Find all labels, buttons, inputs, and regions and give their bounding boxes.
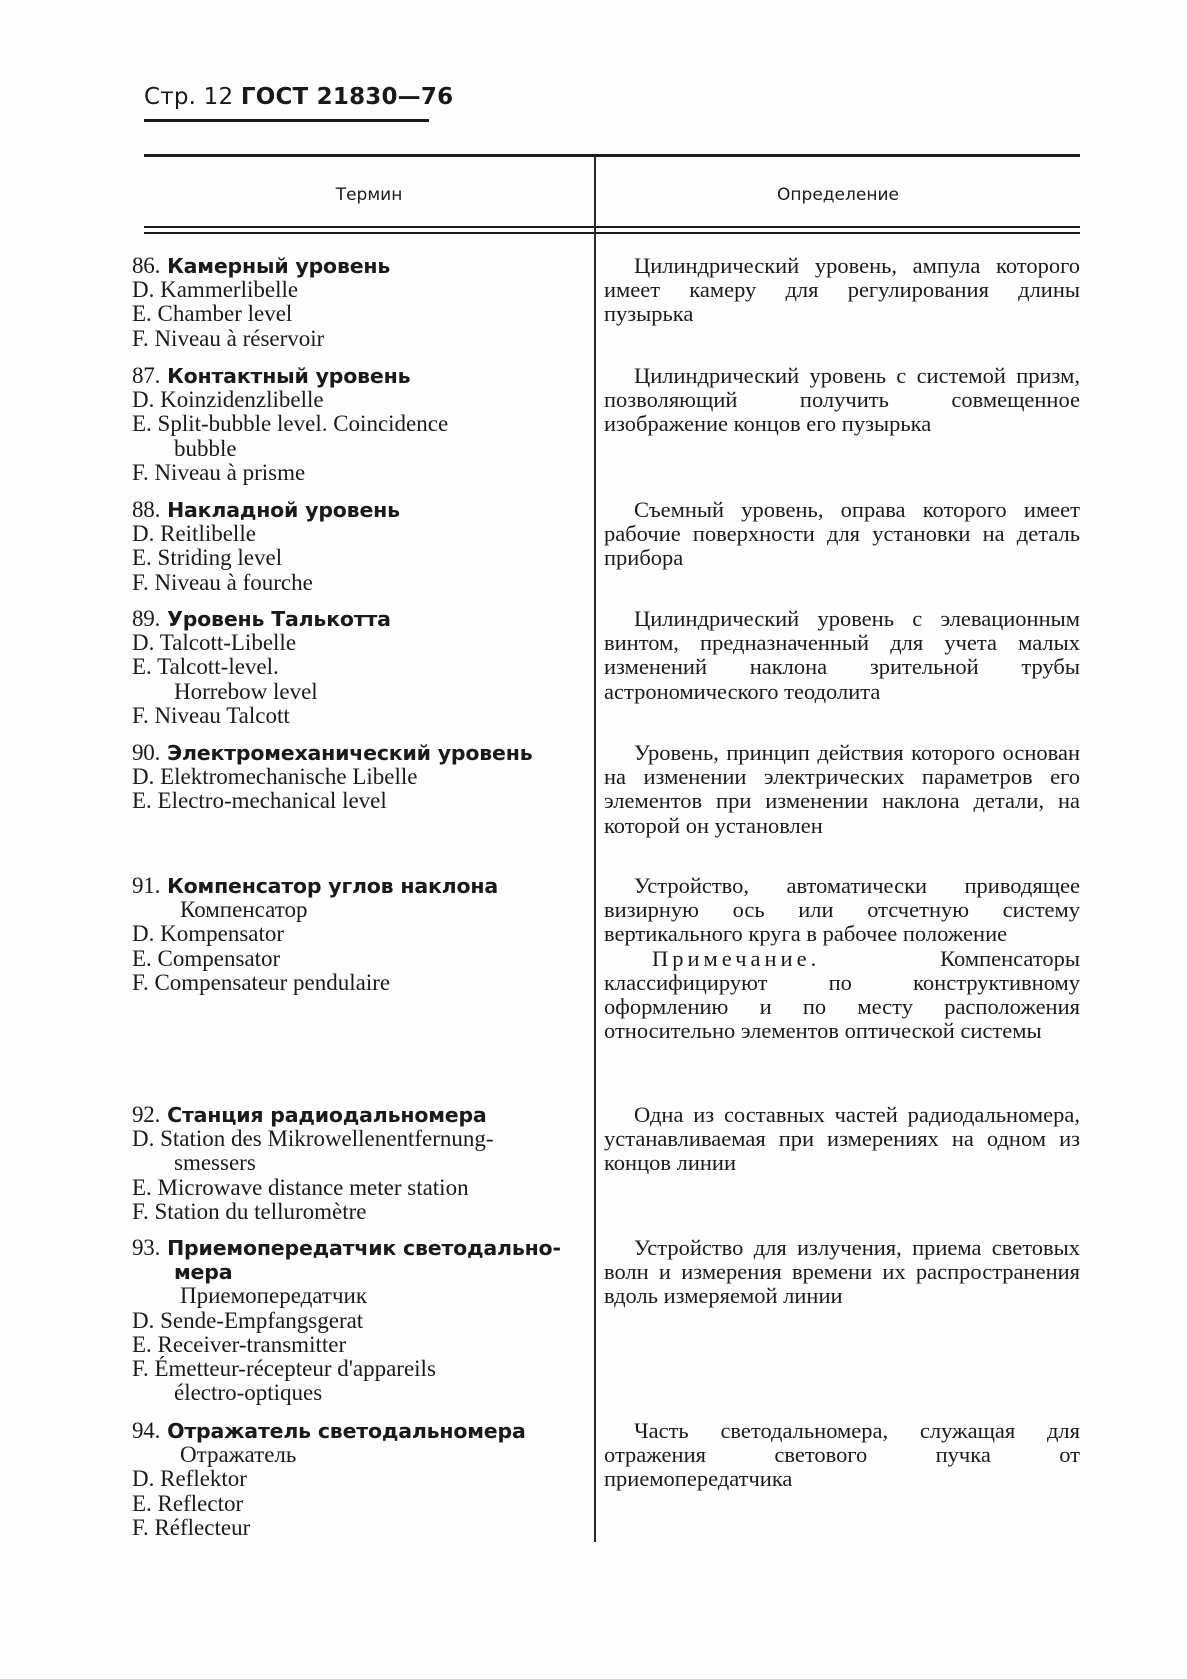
- term-cell: [132, 498, 587, 595]
- term-title: 91. Компенсатор углов наклона: [132, 873, 498, 898]
- term-cell: [132, 1419, 587, 1540]
- definition-text: Цилиндрический уровень, ампула которого имеет камеру для регулирования длины пузырька: [604, 253, 1080, 327]
- definition-cell: [604, 254, 1080, 327]
- term-title: 89. Уровень Талькотта: [132, 606, 391, 631]
- term-line: bubble: [174, 435, 237, 461]
- term-line: F. Niveau Talcott: [132, 702, 290, 728]
- definition-cell: [604, 1419, 1080, 1492]
- term-cell: [132, 254, 587, 351]
- term-title: 87. Контактный уровень: [132, 363, 411, 388]
- term-line: F. Émetteur-récepteur d'appareils: [132, 1356, 436, 1382]
- term-line: E. Chamber level: [132, 301, 293, 327]
- term-cell: [132, 607, 587, 728]
- term-line: E. Receiver-transmitter: [132, 1331, 347, 1357]
- term-line: E. Split-bubble level. Coincidence: [132, 411, 449, 437]
- definition-cell: [604, 1103, 1080, 1176]
- term-title: 86. Камерный уровень: [132, 253, 391, 278]
- term-title: 88. Накладной уровень: [132, 497, 400, 522]
- term-line: D. Elektromechanische Libelle: [132, 764, 418, 790]
- term-cell: [132, 364, 587, 485]
- header-double-rule-top: [144, 226, 1080, 228]
- page-number: Стр. 12: [144, 84, 234, 110]
- term-line: Отражатель: [180, 1442, 297, 1468]
- header-double-rule-bottom: [144, 232, 1080, 234]
- term-line: D. Kompensator: [132, 921, 285, 947]
- term-cell: [132, 1236, 587, 1405]
- term-line: D. Koinzidenzlibelle: [132, 387, 324, 413]
- term-line: Приемопередатчик: [180, 1283, 368, 1309]
- column-header-term: Термин: [335, 185, 403, 205]
- definition-text: Цилиндрический уровень с системой призм, позволяющий получить совмещенное изображение концов его пузырька: [604, 363, 1080, 437]
- term-line: F. Station du telluromètre: [132, 1198, 367, 1224]
- term-cell: [132, 874, 587, 995]
- term-line: F. Niveau à réservoir: [132, 325, 325, 351]
- definition-cell: [604, 741, 1080, 838]
- term-line: électro-optiques: [174, 1380, 323, 1406]
- page-header: [144, 84, 453, 110]
- header-rule: [144, 119, 429, 122]
- definition-cell: [604, 364, 1080, 437]
- definition-text: Уровень, принцип действия которого основан на изменении электрических параметров его элементов при изменении наклона детали, на которой он установлен: [604, 740, 1080, 838]
- table-top-rule: [144, 154, 1080, 157]
- term-title: 94. Отражатель светодальномера: [132, 1418, 526, 1443]
- term-line: F. Compensateur pendulaire: [132, 969, 391, 995]
- term-line: E. Microwave distance meter station: [132, 1174, 469, 1200]
- definition-text: Одна из составных частей радиодальномера, устанавливаемая при измерениях на одном из концов линии: [604, 1102, 1080, 1176]
- column-header-definition: Определение: [777, 185, 899, 205]
- term-line: smessers: [174, 1150, 256, 1176]
- term-line: D. Reitlibelle: [132, 521, 256, 547]
- definition-cell: [604, 607, 1080, 704]
- column-divider: [594, 156, 596, 1542]
- term-line: D. Sende-Empfangsgerat: [132, 1307, 364, 1333]
- note-text: Компенсаторы классифицируют по конструктивному оформлению и по месту расположения относительно элементов оптической системы: [604, 945, 1080, 1044]
- definition-cell: [604, 874, 1080, 1043]
- term-line: D. Kammerlibelle: [132, 277, 299, 303]
- definition-note: [604, 947, 1080, 1044]
- term-line: E. Reflector: [132, 1490, 244, 1516]
- definition-cell: [604, 498, 1080, 571]
- definition-text: Цилиндрический уровень с элевационным винтом, предназначенный для учета малых изменений наклона зрительной трубы астрономического теодолита: [604, 606, 1080, 704]
- term-line: E. Electro-mechanical level: [132, 788, 387, 814]
- term-line: Компенсатор: [180, 897, 308, 923]
- definition-text: Устройство для излучения, приема световых волн и измерения времени их распространения вдоль измеряемой линии: [604, 1235, 1080, 1309]
- term-line: F. Réflecteur: [132, 1514, 251, 1540]
- term-line: F. Niveau à fourche: [132, 569, 313, 595]
- term-line: D. Reflektor: [132, 1466, 247, 1492]
- term-line: D. Talcott-Libelle: [132, 630, 297, 656]
- definition-text: Устройство, автоматически приводящее визирную ось или отсчетную систему вертикального круга в рабочее положение: [604, 873, 1080, 947]
- term-line: E. Compensator: [132, 945, 281, 971]
- term-line: Horrebow level: [174, 678, 318, 704]
- standard-code: ГОСТ 21830—76: [240, 84, 454, 110]
- term-title: 90. Электромеханический уровень: [132, 740, 533, 765]
- term-line: D. Station des Mikrowellenentfernung-: [132, 1126, 494, 1152]
- definition-cell: [604, 1236, 1080, 1309]
- definition-text: Съемный уровень, оправа которого имеет рабочие поверхности для установки на деталь прибора: [604, 497, 1080, 571]
- term-title: 92. Станция радиодальномера: [132, 1102, 487, 1127]
- term-cell: [132, 741, 587, 814]
- term-cell: [132, 1103, 587, 1224]
- term-title-continued: мера: [174, 1260, 233, 1285]
- term-line: F. Niveau à prisme: [132, 459, 306, 485]
- term-title: 93. Приемопередатчик светодально-: [132, 1235, 561, 1260]
- definition-text: Часть светодальномера, служащая для отражения светового пучка от приемопередатчика: [604, 1418, 1080, 1492]
- term-line: E. Talcott-level.: [132, 654, 279, 680]
- note-label: Примечание.: [652, 945, 821, 971]
- term-line: E. Striding level: [132, 545, 283, 571]
